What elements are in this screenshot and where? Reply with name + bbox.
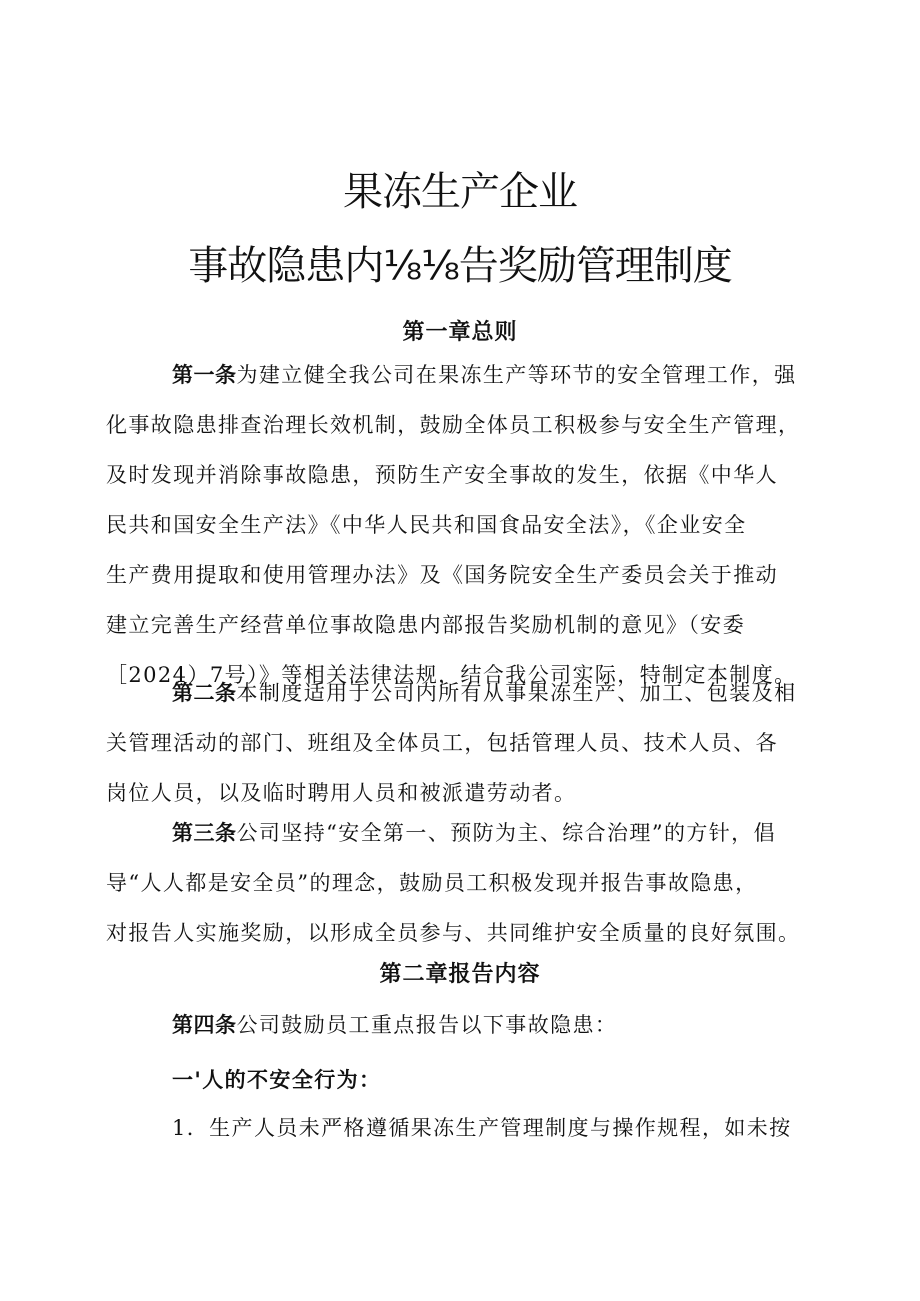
article-1-paragraph bbox=[106, 350, 822, 700]
article-3-label: 第三条 bbox=[172, 821, 237, 845]
article-1-line-5: 生产费用提取和使用管理办法》及《国务院安全生产委员会关于推动 bbox=[106, 563, 778, 587]
article-2-line-3: 岗位人员，以及临时聘用人员和被派遣劳动者。 bbox=[106, 781, 577, 805]
article-2-paragraph bbox=[106, 668, 822, 818]
article-2-line-2: 关管理活动的部门、班组及全体员工，包括管理人员、技术人员、各 bbox=[106, 731, 778, 755]
article-1-line-1: 为建立健全我公司在果冻生产等环节的安全管理工作，强 bbox=[236, 363, 797, 387]
article-2-label: 第二条 bbox=[172, 681, 237, 705]
list-item-1: 1．生产人员未严格遵循果冻生产管理制度与操作规程，如未按 bbox=[172, 1116, 792, 1140]
article-2-line-1: 本制度适用于公司内所有从事果冻生产、加工、包装及相 bbox=[236, 681, 797, 705]
article-3-paragraph bbox=[106, 808, 822, 958]
article-1-line-2: 化事故隐患排查治理长效机制，鼓励全体员工积极参与安全生产管理， bbox=[106, 413, 801, 437]
article-3-line-3: 对报告人实施奖励，以形成全员参与、共同维护安全质量的良好氛围。 bbox=[106, 921, 801, 945]
article-1-label: 第一条 bbox=[172, 363, 237, 387]
document-title-line-2: 事故隐患内⅛⅛告奖励管理制度 bbox=[188, 243, 732, 289]
chapter-heading-general: 第一章总则 bbox=[402, 320, 518, 345]
article-1-line-3: 及时发现并消除事故隐患，预防生产安全事故的发生，依据《中华人 bbox=[106, 463, 778, 487]
article-1-line-6: 建立完善生产经营单位事故隐患内部报告奖励机制的意见》（安委 bbox=[106, 613, 746, 637]
article-4-text: 公司鼓励员工重点报告以下事故隐患： bbox=[236, 1013, 618, 1037]
sub-heading-unsafe-behavior: 一'人的不安全行为： bbox=[172, 1068, 382, 1092]
article-3-line-1: 公司坚持“安全第一、预防为主、综合治理”的方针，倡 bbox=[236, 821, 776, 845]
article-4-label: 第四条 bbox=[172, 1013, 237, 1037]
article-1-line-7: ［2024）7号）》等相关法律法规，结合我公司实际，特制定本制度。 bbox=[106, 663, 797, 687]
article-4-paragraph bbox=[172, 1000, 617, 1050]
document-title-line-1: 果冻生产企业 bbox=[343, 169, 577, 215]
article-3-line-2: 导“人人都是安全员”的理念，鼓励员工积极发现并报告事故隐患， bbox=[106, 871, 758, 895]
article-1-line-4: 民共和国安全生产法》《中华人民共和国食品安全法》，《企业安全 bbox=[106, 513, 747, 537]
chapter-heading-report-content: 第二章报告内容 bbox=[379, 962, 541, 987]
